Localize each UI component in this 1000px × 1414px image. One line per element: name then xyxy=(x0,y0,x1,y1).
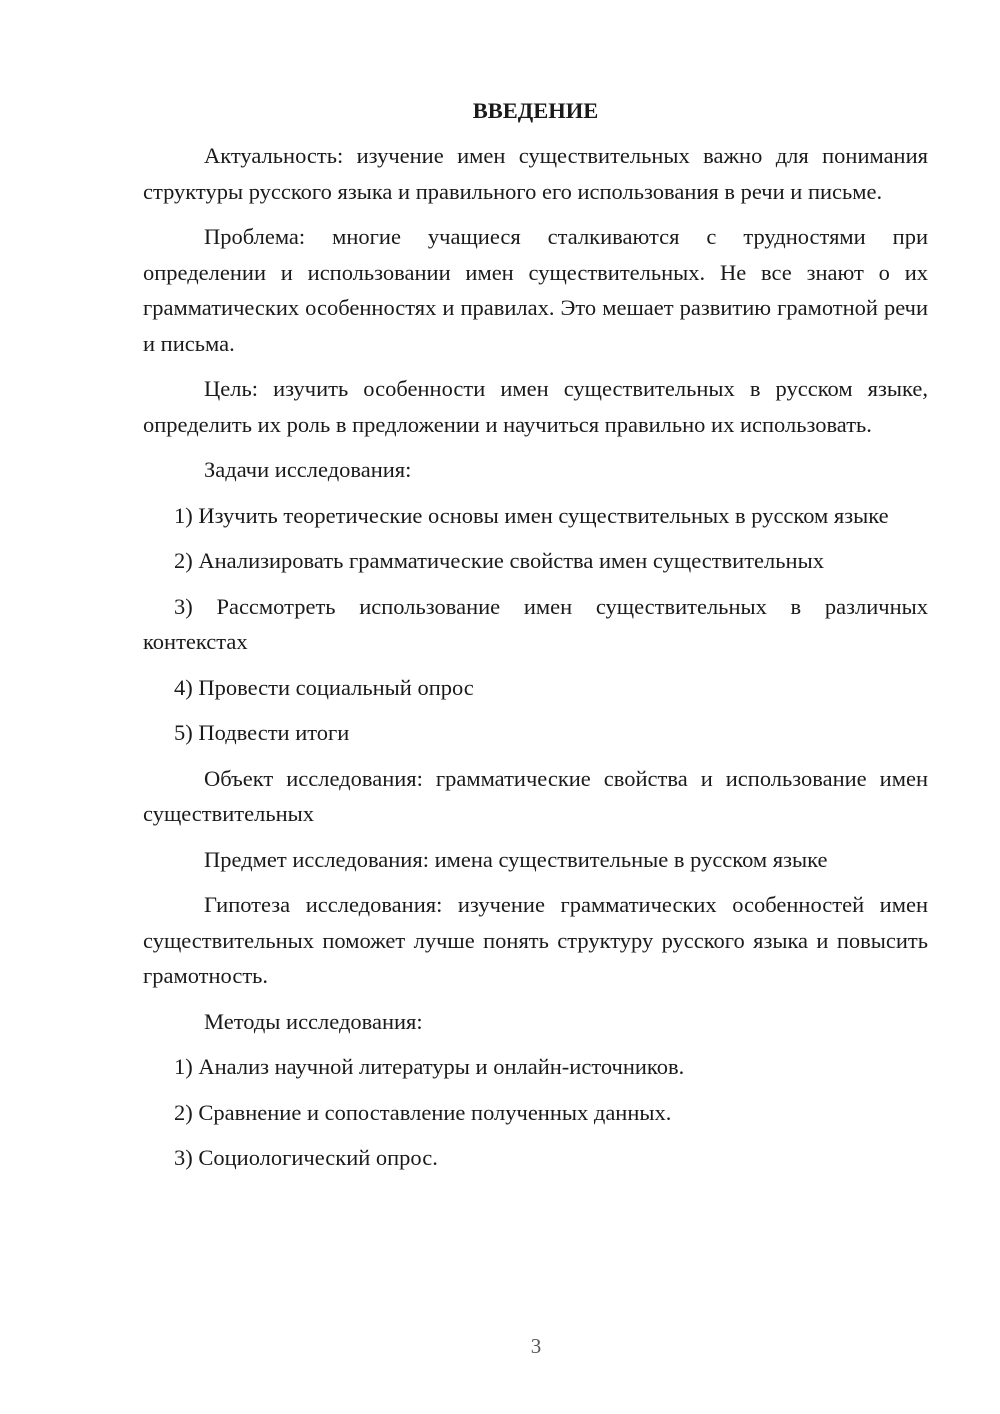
task-item-5: 5) Подвести итоги xyxy=(174,720,350,745)
task-item-1: 1) Изучить теоретические основы имен существительных в русском языке xyxy=(174,502,889,528)
section-title: ВВЕДЕНИЕ xyxy=(472,98,599,123)
relevance-paragraph: Актуальность: изучение имен существительных важно для понимания структуры русского языка и правильного его использования в речи и письме. xyxy=(143,143,928,204)
goal-paragraph: Цель: изучить особенности имен существительных в русском языке, определить их роль в предложении и научиться правильно их использовать. xyxy=(143,376,928,437)
hypothesis-paragraph: Гипотеза исследования: изучение грамматических особенностей имен существительных поможет лучше понять структуру русского языка и повысить грамотность. xyxy=(143,892,928,988)
page-content xyxy=(143,96,928,1186)
tasks-heading: Задачи исследования: xyxy=(204,457,412,482)
subject-paragraph: Предмет исследования: имена существительные в русском языке xyxy=(204,846,828,872)
page-number: 3 xyxy=(530,1334,542,1358)
methods-heading: Методы исследования: xyxy=(204,1008,423,1034)
task-item-4: 4) Провести социальный опрос xyxy=(174,674,474,700)
object-paragraph: Объект исследования: грамматические свойства и использование имен существительных xyxy=(143,765,928,826)
method-item-3: 3) Социологический опрос. xyxy=(174,1145,438,1170)
method-item-1: 1) Анализ научной литературы и онлайн-источников. xyxy=(174,1054,685,1079)
task-item-3: 3) Рассмотреть использование имен существительных в различных контекстах xyxy=(143,593,928,654)
problem-paragraph: Проблема: многие учащиеся сталкиваются с трудностями при определении и использовании имен существительных. Не все знают о их грамматических особенностях и правилах. Это мешает развитию грамотной речи и письма. xyxy=(143,224,928,356)
task-item-2: 2) Анализировать грамматические свойства имен существительных xyxy=(174,548,824,573)
method-item-2: 2) Сравнение и сопоставление полученных данных. xyxy=(174,1099,672,1125)
